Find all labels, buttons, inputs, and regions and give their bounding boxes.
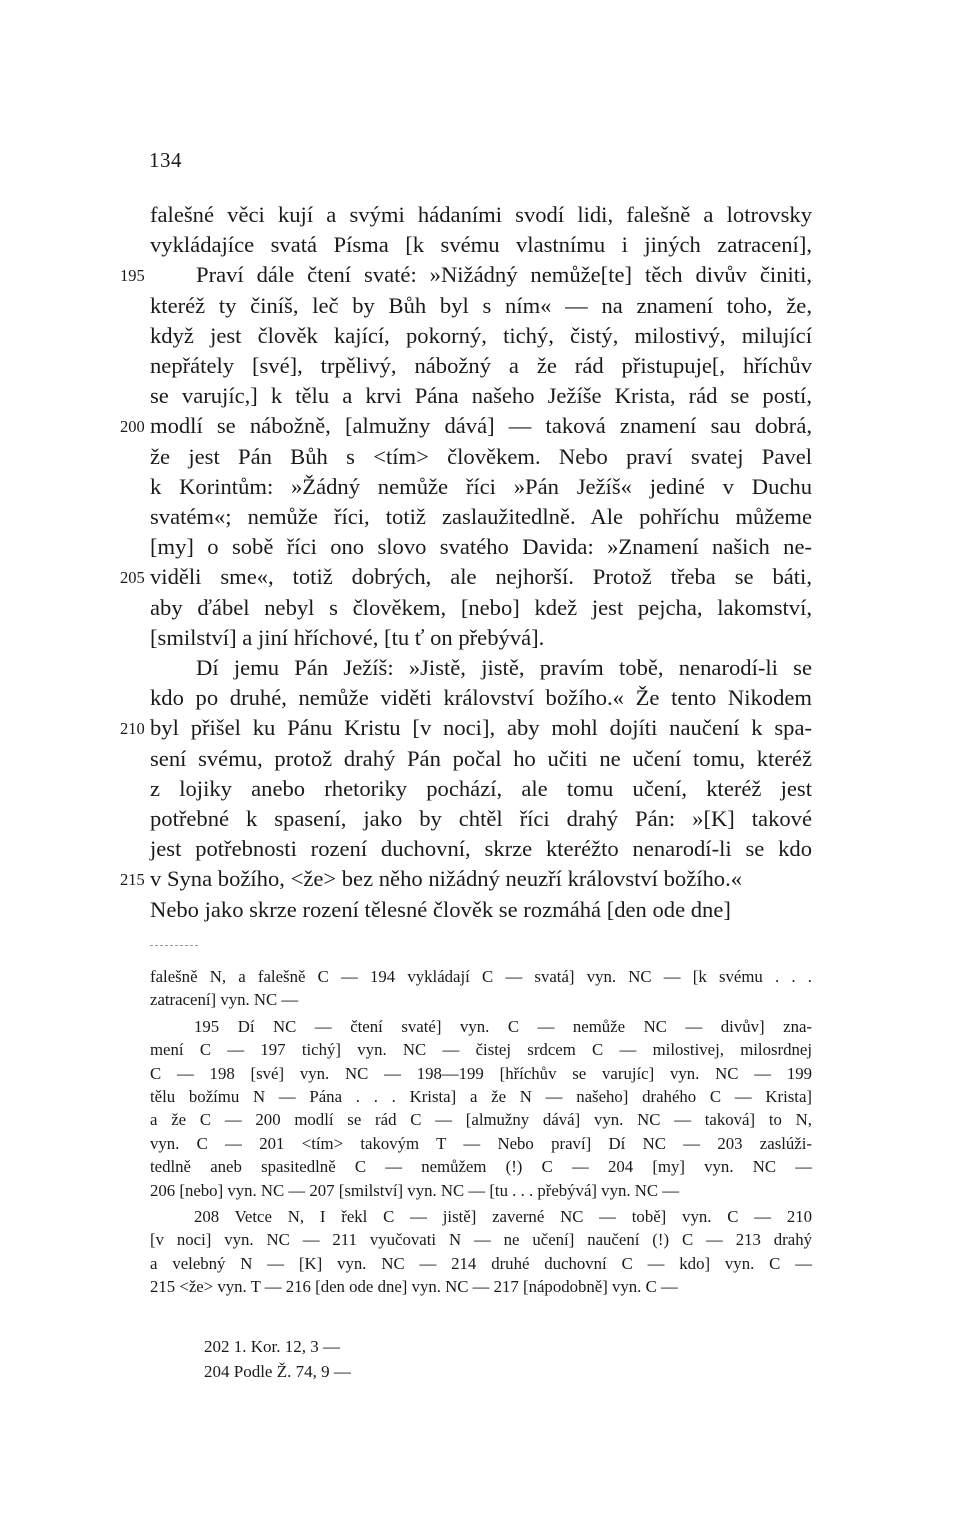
apparatus-line: 215 <že> vyn. T — 216 [den ode dne] vyn. NC — 217 [nápodobně] vyn. C — (150, 1277, 678, 1296)
page-number: 134 (149, 148, 182, 172)
reference-line: 202 1. Kor. 12, 3 — (204, 1337, 340, 1356)
apparatus-line: 206 [nebo] vyn. NC — 207 [smilství] vyn. NC — [tu . . . přebývá] vyn. NC — (150, 1181, 680, 1200)
text-line: potřebné k spasení, jako by chtěl říci drahý Pán: »[K] takové (150, 806, 812, 831)
text-line: aby ďábel nebyl s člověkem, [nebo] kdež jest pejcha, lakomství, (150, 595, 812, 620)
text-line: falešné věci kují a svými hádaními svodí lidi, falešně a lotrovsky (150, 202, 812, 227)
text-line: modlí se nábožně, [almužny dává] — taková znamení sau dobrá, (150, 413, 812, 438)
apparatus-line: zatracení] vyn. NC — (150, 990, 299, 1009)
text-line: Dí jemu Pán Ježíš: »Jistě, jistě, pravím tobě, nenarodí-li se (196, 655, 812, 680)
apparatus-line: tělu božímu N — Pána . . . Krista] a že N — našeho] drahého C — Krista] (150, 1087, 812, 1106)
apparatus-line: 208 Vetce N, I řekl C — jistě] zaverné NC — tobě] vyn. C — 210 (194, 1207, 812, 1226)
line-number: 210 (120, 719, 145, 738)
apparatus-line: a velebný N — [K] vyn. NC — 214 druhé duchovní C — kdo] vyn. C — (150, 1254, 812, 1273)
apparatus-line: falešně N, a falešně C — 194 vykládají C — svatá] vyn. NC — [k svému . . . (150, 967, 812, 986)
text-line: [smilství] a jiní hříchové, [tu ť on přebývá]. (150, 625, 545, 650)
text-line: viděli sme«, totiž dobrých, ale nejhorší. Protož třeba se báti, (150, 564, 812, 589)
apparatus-line: [v noci] vyn. NC — 211 vyučovati N — ne učení] naučení (!) C — 213 drahý (150, 1230, 812, 1249)
text-line: z lojiky anebo rhetoriky pochází, ale tomu učení, kteréž jest (150, 776, 812, 801)
line-number: 200 (120, 417, 145, 436)
text-line: v Syna božího, <že> bez něho nižádný neuzří království božího.« (150, 866, 743, 891)
text-line: k Korintům: »Žádný nemůže říci »Pán Ježíš« jediné v Duchu (150, 474, 812, 499)
apparatus-line: mení C — 197 tichý] vyn. NC — čistej srdcem C — milostivej, milosrdnej (150, 1040, 812, 1059)
text-line: že jest Pán Bůh s <tím> člověkem. Nebo praví svatej Pavel (150, 444, 812, 469)
apparatus-line: tedlně aneb spasitedlně C — nemůžem (!) C — 204 [my] vyn. NC — (150, 1157, 812, 1176)
text-line: kteréž ty činíš, leč by Bůh byl s ním« — na znamení toho, že, (150, 293, 812, 318)
line-number: 215 (120, 870, 145, 889)
text-line: [my] o sobě říci ono slovo svatého Davida: »Znamení našich ne- (150, 534, 812, 559)
text-line: Praví dále čtení svaté: »Nižádný nemůže[te] těch divův činiti, (196, 262, 812, 287)
text-line: byl přišel ku Pánu Kristu [v noci], aby mohl dojíti naučení k spa- (150, 715, 812, 740)
reference-line: 204 Podle Ž. 74, 9 — (204, 1362, 351, 1381)
text-line: nepřátely [své], trpělivý, nábožný a že rád přistupuje[, hříchův (150, 353, 812, 378)
text-line: sení svému, protož drahý Pán počal ho učiti ne učení tomu, kteréž (150, 746, 812, 771)
footnote-separator (150, 945, 198, 946)
line-number: 195 (120, 266, 145, 285)
text-line: když jest člověk kající, pokorný, tichý, čistý, milostivý, milující (150, 323, 812, 348)
text-line: kdo po druhé, nemůže viděti království božího.« Že tento Nikodem (150, 685, 812, 710)
text-line: jest potřebnosti rození duchovní, skrze kteréžto nenarodí-li se kdo (150, 836, 812, 861)
text-line: svatém«; nemůže říci, totiž zaslaužitedlně. Ale pohříchu můžeme (150, 504, 812, 529)
apparatus-line: a že C — 200 modlí se rád C — [almužny dává] vyn. NC — taková] to N, (150, 1110, 812, 1129)
text-line: Nebo jako skrze rození tělesné člověk se rozmáhá [den ode dne] (150, 897, 731, 922)
apparatus-line: 195 Dí NC — čtení svaté] vyn. C — nemůže NC — divův] zna- (194, 1017, 812, 1036)
apparatus-line: vyn. C — 201 <tím> takovým T — Nebo praví] Dí NC — 203 zaslúži- (150, 1134, 812, 1153)
apparatus-line: C — 198 [své] vyn. NC — 198—199 [hříchův se varujíc] vyn. NC — 199 (150, 1064, 812, 1083)
text-line: vykládajíce svatá Písma [k svému vlastnímu i jiných zatracení], (150, 232, 812, 257)
line-number: 205 (120, 568, 145, 587)
text-line: se varujíc,] k tělu a krvi Pána našeho Ježíše Krista, rád se postí, (150, 383, 812, 408)
